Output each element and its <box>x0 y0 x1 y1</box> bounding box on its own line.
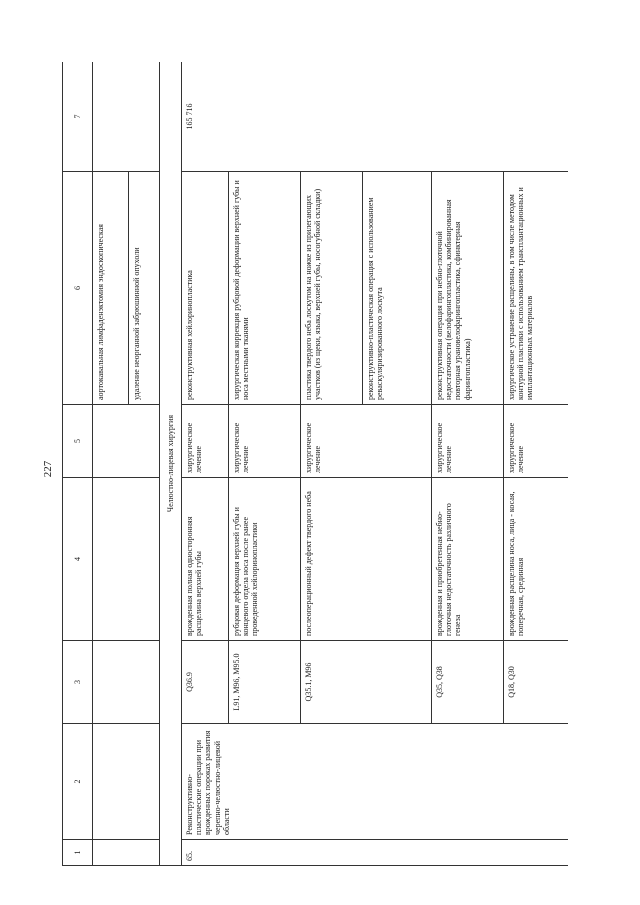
medical-care-table <box>62 62 568 866</box>
cell-empty <box>93 641 160 724</box>
patient-model: рубцовая деформация верхней губы и концевого отдела носа после ранее проведенной хейлоринопластики <box>229 478 301 641</box>
treatment-method: хирургическое устранение расщелины, в том числе методом контурной пластики с использованием трансплантационных и имплантационных материалов <box>504 172 569 405</box>
icd-code: Q35.1, M96 <box>301 641 432 724</box>
treatment-method: реконструктивная операция при небно-глоточной недостаточности (велофарингопластика, комбинированная повторная урановелофарингопластика, сфинктерная фарингопластика) <box>432 172 504 405</box>
care-type-name: Реконструктивно-пластические операции при врожденных пороках развития черепно-челюстно-лицевой области <box>182 724 569 840</box>
column-number: 3 <box>63 641 93 724</box>
method-text: аортокавальная лимфаденэктомия эндоскопическая <box>93 172 129 404</box>
treatment-type: хирургическое лечение <box>182 405 229 478</box>
cell-methods <box>93 172 160 405</box>
patient-model: послеоперационный дефект твердого неба <box>301 478 432 641</box>
treatment-type: хирургическое лечение <box>504 405 569 478</box>
method-text: удаление неорганной забрюшинной опухоли <box>132 247 141 400</box>
treatment-type: хирургическое лечение <box>229 405 301 478</box>
icd-code: Q18, Q30 <box>504 641 569 724</box>
treatment-method: реконструктивно-пластическая операция с использованием реваскуляризированного лоскута <box>363 172 432 405</box>
cell-empty <box>93 478 160 641</box>
column-number: 7 <box>63 62 93 172</box>
cost-value: 165 716 <box>182 62 569 172</box>
cell-empty <box>93 62 160 172</box>
page-number: 227 <box>42 460 54 478</box>
table-row <box>182 62 229 866</box>
treatment-method: хирургическая коррекция рубцовой деформации верхней губы и носа местными тканями <box>229 172 301 405</box>
icd-code: Q35, Q38 <box>432 641 504 724</box>
cell-empty <box>93 405 160 478</box>
column-number-row <box>63 62 93 866</box>
column-number: 2 <box>63 724 93 840</box>
cell-empty <box>93 840 160 866</box>
patient-model: врожденная расщелина носа, лица - косая, поперечная, срединная <box>504 478 569 641</box>
section-title: Челюстно-лицевая хирургия <box>160 62 182 866</box>
icd-code: Q36.9 <box>182 641 229 724</box>
treatment-method: реконструктивная хейлоринопластика <box>182 172 229 405</box>
section-row <box>160 62 182 866</box>
rotated-sheet <box>62 62 568 866</box>
patient-model: врожденная полная односторонняя расщелина верхней губы <box>182 478 229 641</box>
row-number: 65. <box>182 840 569 866</box>
column-number: 6 <box>63 172 93 405</box>
table-container <box>62 62 568 866</box>
column-number: 4 <box>63 478 93 641</box>
treatment-method: пластика твердого неба лоскутом на ножке из прилегающих участков (из щеки, языка, верхней губы, носогубной складки) <box>301 172 363 405</box>
treatment-type: хирургическое лечение <box>301 405 432 478</box>
continuation-row <box>93 62 160 866</box>
column-number: 1 <box>63 840 93 866</box>
cell-empty <box>93 724 160 840</box>
column-number: 5 <box>63 405 93 478</box>
icd-code: L91, M96, M95.0 <box>229 641 301 724</box>
patient-model: врожденная и приобретенная небно-глоточная недостаточность различного генеза <box>432 478 504 641</box>
treatment-type: хирургическое лечение <box>432 405 504 478</box>
